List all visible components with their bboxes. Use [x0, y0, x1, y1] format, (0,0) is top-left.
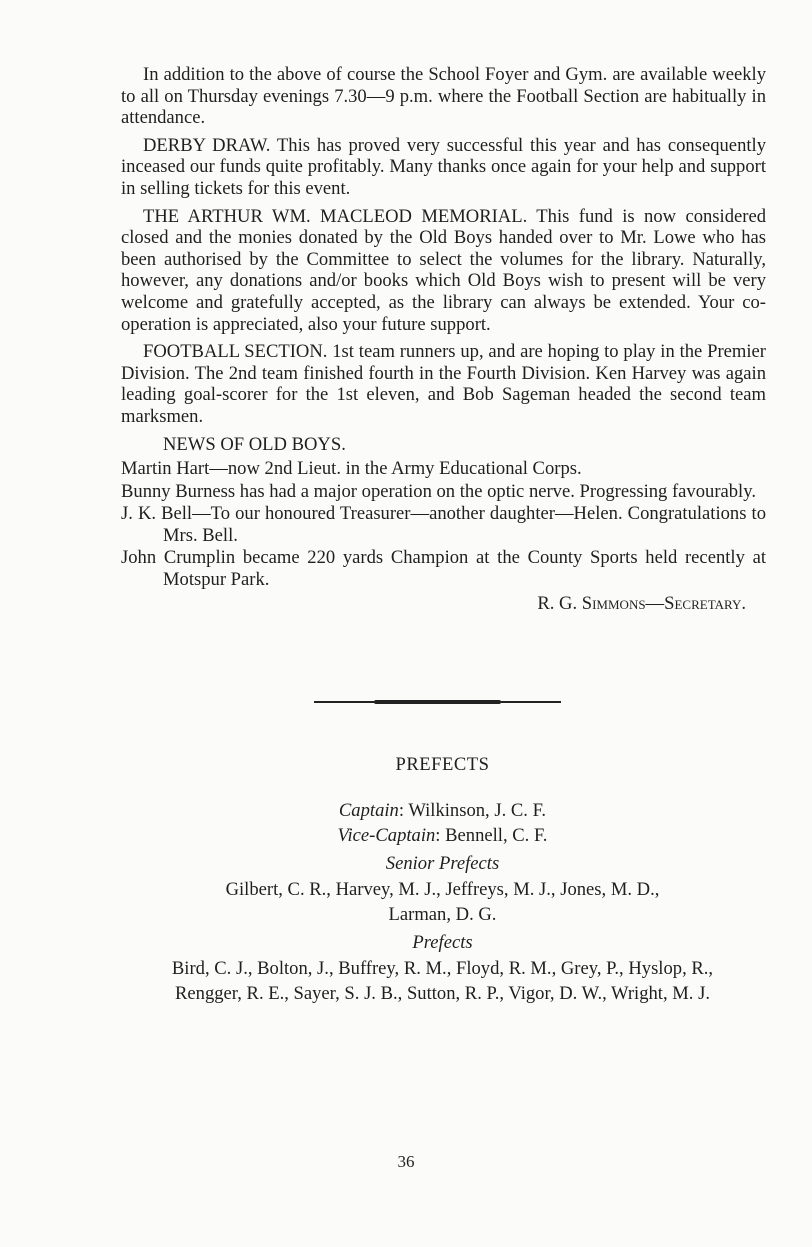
prefects-line: Rengger, R. E., Sayer, S. J. B., Sutton, R. P., Vigor, D. W., Wright, M. J.: [175, 983, 710, 1004]
vice-captain-colon: :: [435, 825, 446, 846]
news-item: John Crumplin became 220 yards Champion at the County Sports held recently at Motspur Park.: [121, 547, 766, 591]
page-number: 36: [397, 1152, 415, 1171]
senior-prefects-line: Gilbert, C. R., Harvey, M. J., Jeffreys, M. J., Jones, M. D.,: [225, 879, 660, 900]
vice-captain-name: Bennell, C. F.: [445, 825, 548, 846]
senior-prefects-heading: Senior Prefects: [385, 853, 500, 874]
paragraph-derby-draw: DERBY DRAW. This has proved very successful this year and has consequently inceased our funds quite profitably. Many thanks once again for your help and support in selling tickets for this event.: [121, 134, 766, 199]
paragraph-macleod-memorial: THE ARTHUR WM. MACLEOD MEMORIAL. This fund is now considered closed and the monies donated by the Old Boys handed over to Mr. Lowe who has been authorised by the Committee to select the volumes for the library. Naturally, however, any donations and/or books which Old Boys wish to present will be very welcome and gratefully accepted, as the library can always be extended. Your co-operation is appreciated, also your future support.: [121, 205, 766, 335]
senior-prefects-line: Larman, D. G.: [388, 904, 497, 925]
secretary-signature: R. G. Simmons—Secretary.: [537, 592, 746, 614]
vice-captain-line: [100, 825, 785, 847]
prefects-section: [100, 754, 785, 1008]
captain-name: Wilkinson, J. C. F.: [408, 800, 547, 821]
news-item: J. K. Bell—To our honoured Treasurer—another daughter—Helen. Congratulations to Mrs. Bell.: [121, 503, 766, 546]
article-body: [121, 64, 766, 614]
captain-colon: :: [398, 800, 409, 821]
paragraph-foyer-gym: In addition to the above of course the School Foyer and Gym. are available weekly to all on Thursday evenings 7.30—9 p.m. where the Football Section are habitually in attendance.: [121, 64, 766, 129]
section-divider: [314, 701, 561, 703]
news-item: Martin Hart—now 2nd Lieut. in the Army Educational Corps.: [121, 458, 582, 480]
paragraph-football-section: FOOTBALL SECTION. 1st team runners up, and are hoping to play in the Premier Division. The 2nd team finished fourth in the Fourth Division. Ken Harvey was again leading goal-scorer for the 1st eleven, and Bob Sageman headed the second team marksmen.: [121, 341, 766, 427]
prefects-subheading: Prefects: [412, 932, 473, 953]
prefects-line: Bird, C. J., Bolton, J., Buffrey, R. M., Floyd, R. M., Grey, P., Hyslop, R.,: [171, 958, 714, 979]
captain-line: [100, 800, 785, 822]
prefects-heading: PREFECTS: [395, 754, 490, 775]
news-item: Bunny Burness has had a major operation on the optic nerve. Progressing favourably.: [121, 480, 756, 502]
captain-label: Captain: [338, 800, 399, 821]
news-heading: NEWS OF OLD BOYS.: [163, 433, 346, 455]
vice-captain-label: Vice-Captain: [337, 825, 436, 846]
